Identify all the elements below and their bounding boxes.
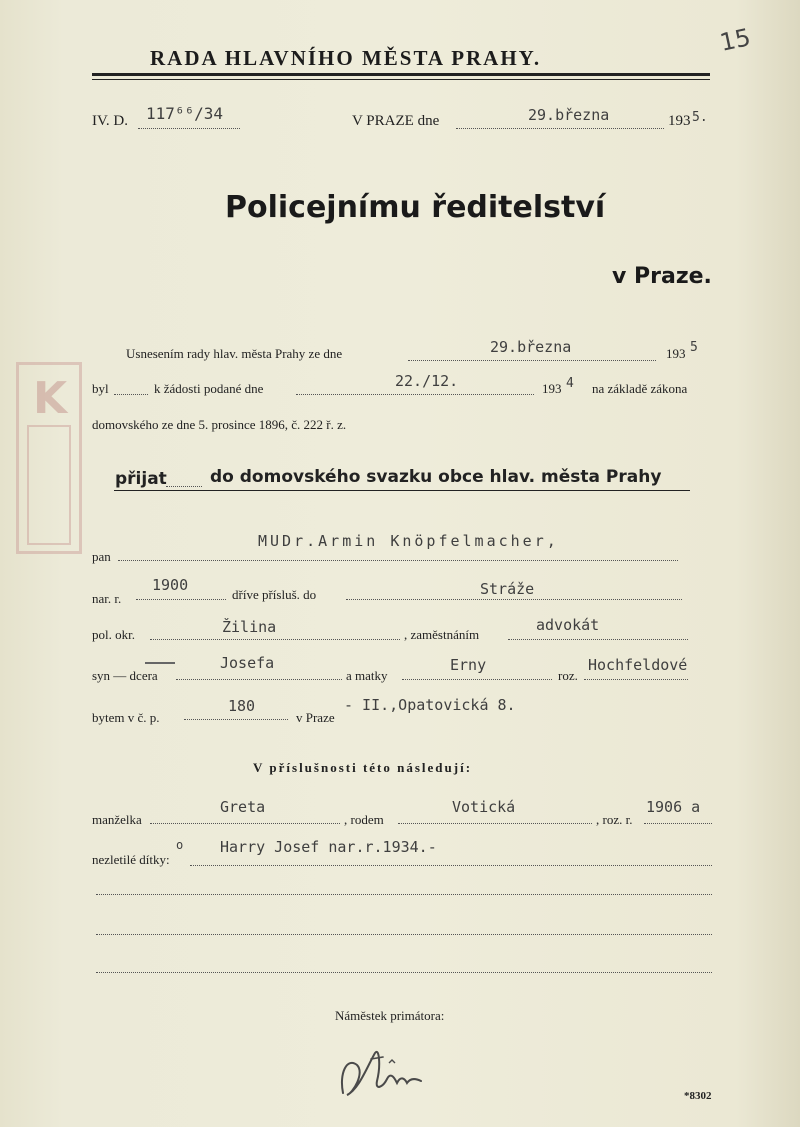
name-dots [118, 560, 678, 561]
letter-date-dots [456, 128, 664, 129]
stamp-letter: K [33, 373, 68, 424]
admission-underline [114, 490, 690, 491]
blank-line-1 [96, 894, 712, 895]
city-label: v Praze [296, 710, 335, 725]
institution-heading: RADA HLAVNÍHO MĚSTA PRAHY. [150, 46, 542, 70]
previous-residence: Stráže [480, 580, 535, 598]
residence-label: bytem v č. p. [92, 710, 160, 725]
reference-number: 117⁶⁶/34 [146, 104, 224, 123]
house-number-dots [184, 719, 288, 720]
address: - II.,Opatovická 8. [344, 696, 516, 714]
form-number: *8302 [684, 1090, 712, 1102]
law-text: domovského ze dne 5. prosince 1896, č. 222 ř. z. [92, 417, 347, 432]
district: Žilina [222, 618, 277, 636]
daughter-strike [145, 662, 175, 664]
wife-origin-dots [398, 823, 592, 824]
son-daughter-label: syn — dcera [92, 668, 158, 683]
children-dots [190, 865, 712, 866]
maiden-dots [584, 679, 688, 680]
admission-text: do domovského svazku obce hlav. města Prahy [210, 467, 662, 487]
wife-year-label: , roz. r. [596, 812, 633, 827]
letter-date: 29.března [528, 106, 610, 124]
law-basis: na základě zákona [592, 381, 688, 396]
person-name: MUDr.Armin Knöpfelmacher, [258, 532, 559, 550]
request-date-dots [296, 394, 534, 395]
resolution-year-suffix: 5 [690, 340, 698, 355]
district-label: pol. okr. [92, 627, 135, 642]
born-year: 1900 [152, 576, 189, 594]
resolution-date: 29.března [490, 338, 572, 356]
resolution-year-prefix: 193 [666, 346, 686, 361]
father-name: Josefa [220, 654, 275, 672]
born-label: nar. r. [92, 591, 122, 606]
house-number: 180 [228, 697, 256, 715]
mother-dots [402, 679, 552, 680]
pan-label: pan [92, 549, 111, 564]
district-dots [150, 639, 400, 640]
admission-word: přijat [115, 469, 167, 489]
blank-line-2 [96, 934, 712, 935]
wife-birth-year: 1906 a [646, 798, 701, 816]
mother-maiden-name: Hochfeldové [588, 656, 688, 674]
admission-dots [166, 486, 202, 487]
header-rule-thick [92, 73, 710, 76]
mother-name: Erny [450, 656, 487, 674]
maiden-label: roz. [558, 668, 578, 683]
previous-residence-dots [346, 599, 682, 600]
handwritten-signature [335, 1035, 435, 1108]
request-year-prefix: 193 [542, 381, 562, 396]
children-names: Harry Josef nar.r.1934.- [220, 838, 437, 856]
reference-label: IV. D. [92, 113, 128, 129]
wife-dots [150, 823, 340, 824]
occupation: advokát [536, 616, 600, 634]
addressee-line-2: v Praze. [612, 264, 712, 289]
header-rule-thin [92, 79, 710, 80]
previous-residence-label: dříve přísluš. do [232, 587, 317, 602]
registry-stamp [16, 362, 82, 554]
father-dots [176, 679, 342, 680]
addressee-line-1: Policejnímu ředitelství [225, 190, 606, 225]
children-mark: o [176, 838, 184, 852]
resolution-date-dots [408, 360, 656, 361]
dependents-heading: V příslušnosti této následují: [253, 760, 473, 775]
was-dots [114, 394, 148, 395]
born-dots [136, 599, 226, 600]
letter-year-prefix: 193 [668, 113, 691, 129]
wife-origin: Votická [452, 798, 516, 816]
occupation-label: , zaměstnáním [404, 627, 480, 642]
children-label: nezletilé dítky: [92, 852, 170, 867]
resolution-label: Usnesením rady hlav. města Prahy ze dne [126, 346, 343, 361]
occupation-dots [508, 639, 688, 640]
margin-annotation: 15 [717, 23, 754, 57]
letter-year-suffix: 5. [692, 110, 708, 125]
wife-year-dots [644, 823, 712, 824]
wife-label: manželka [92, 812, 142, 827]
request-date: 22./12. [395, 372, 459, 390]
place-date-label: V PRAZE dne [352, 113, 440, 129]
stamp-inner-box [27, 425, 71, 545]
request-label: k žádosti podané dne [154, 381, 264, 396]
wife-name: Greta [220, 798, 266, 816]
signatory-label: Náměstek primátora: [335, 1008, 445, 1023]
wife-origin-label: , rodem [344, 812, 384, 827]
reference-dots [138, 128, 240, 129]
blank-line-3 [96, 972, 712, 973]
was-label: byl [92, 381, 109, 396]
request-year-suffix: 4 [566, 376, 574, 391]
mother-label: a matky [346, 668, 388, 683]
